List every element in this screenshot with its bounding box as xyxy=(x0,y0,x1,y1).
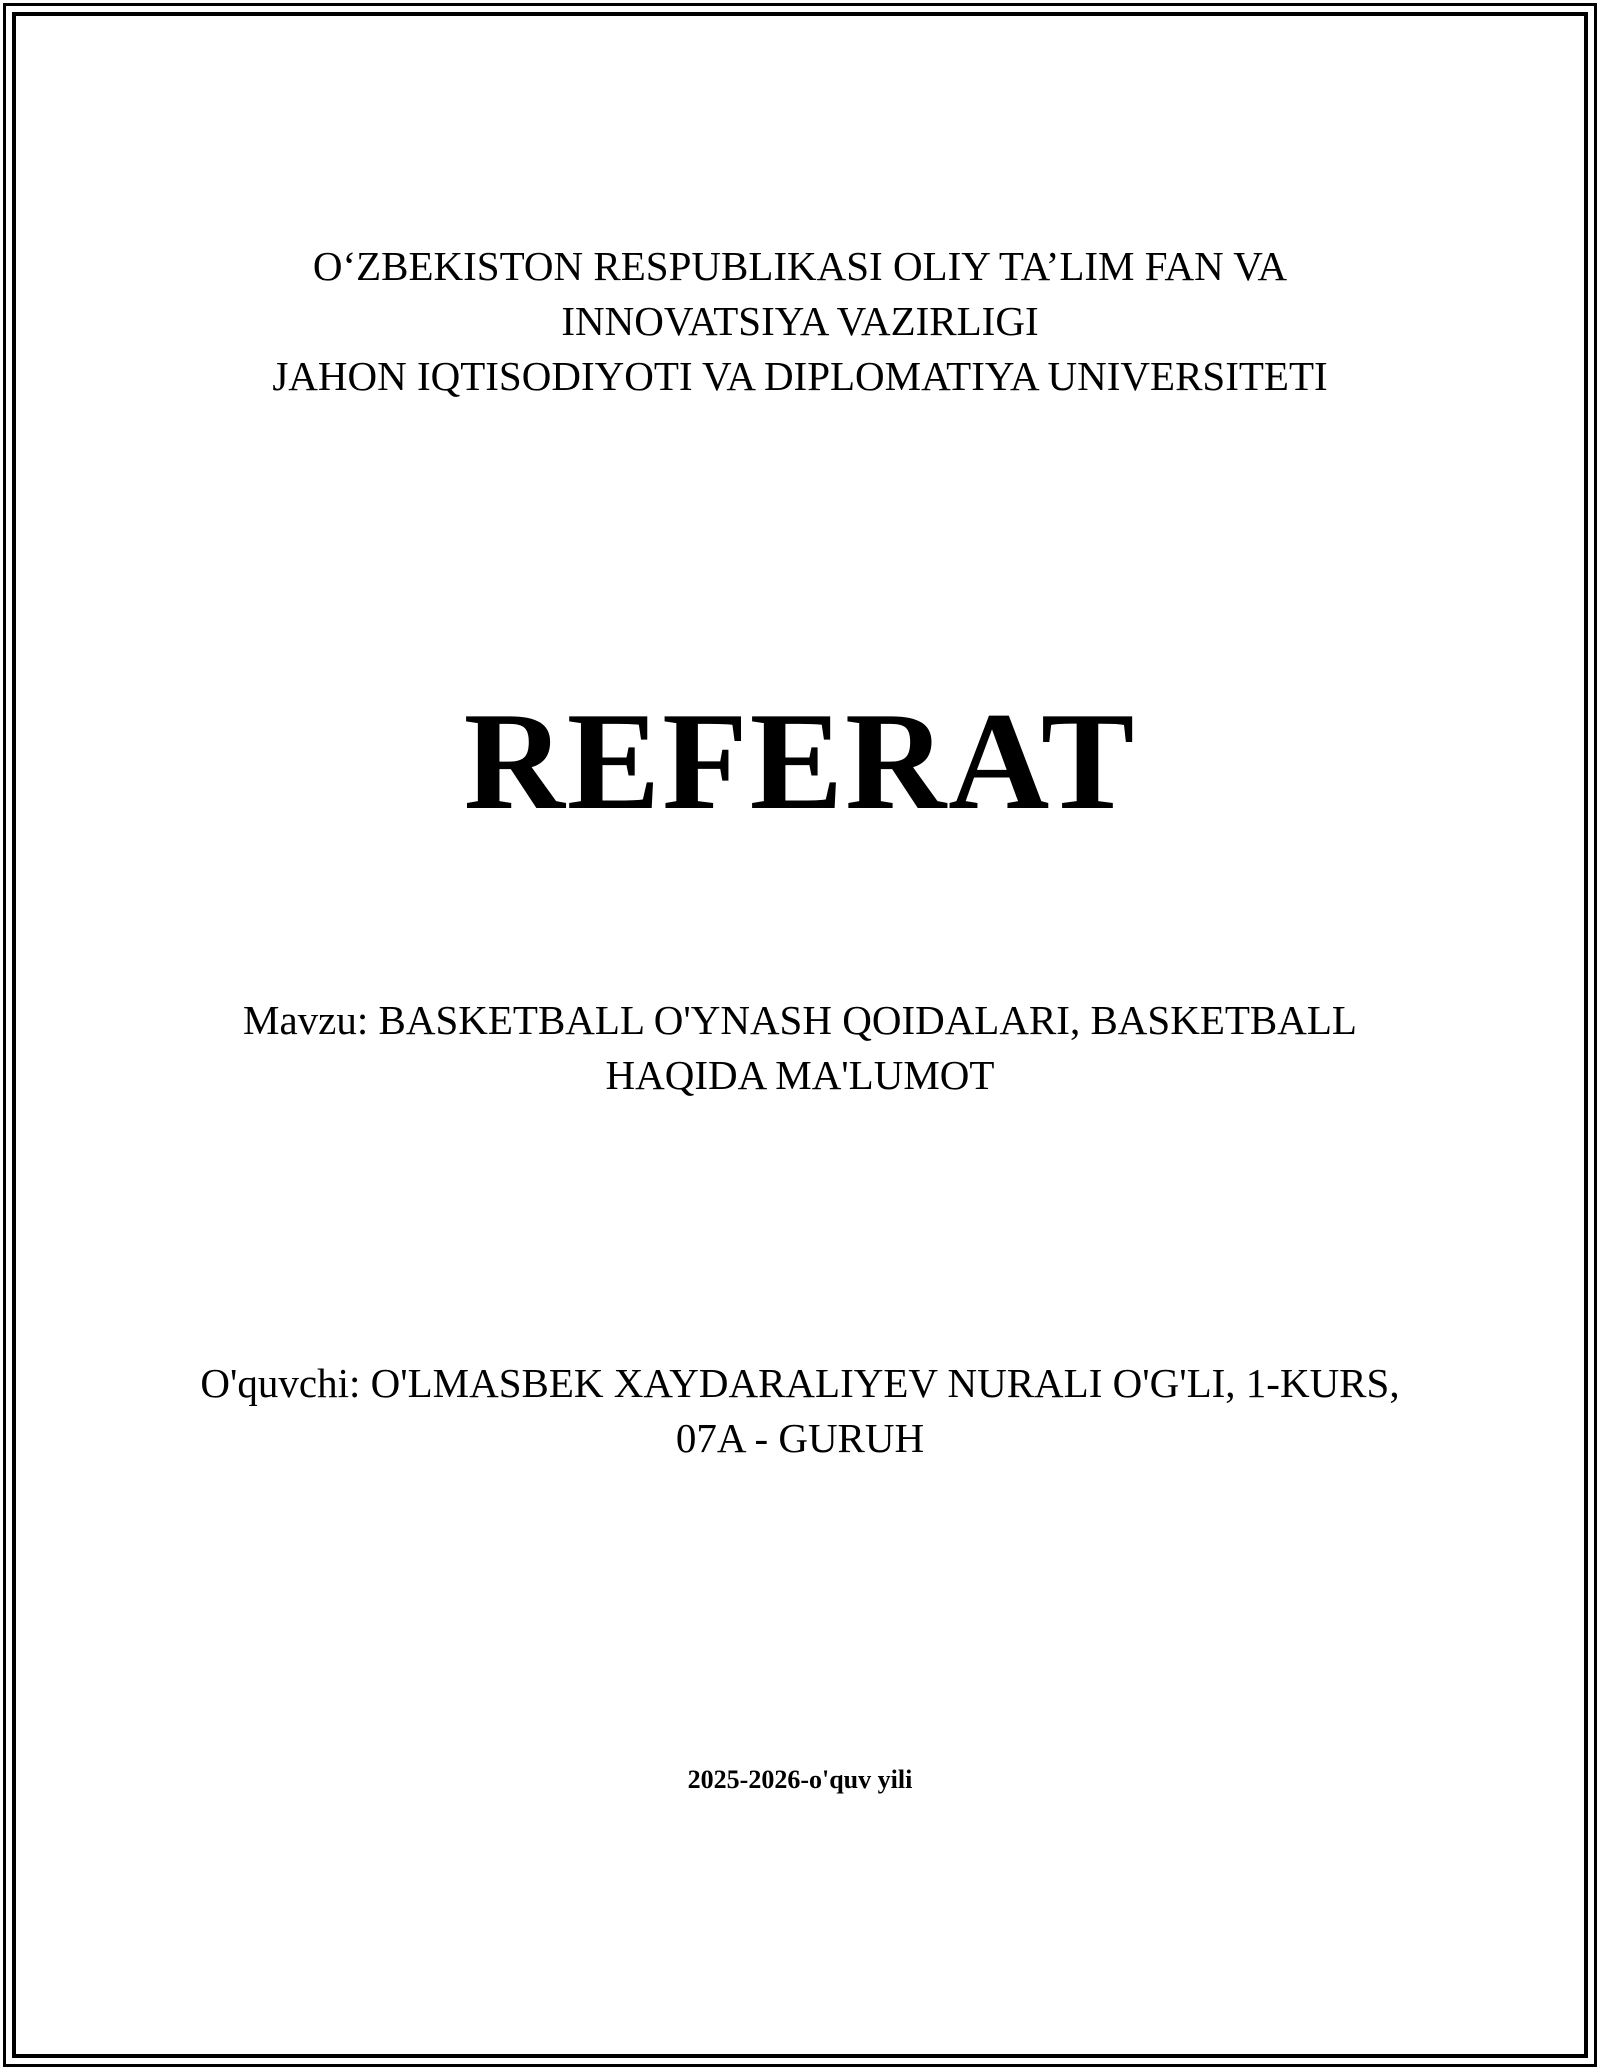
ministry-header-line-2: INNOVATSIYA VAZIRLIGI xyxy=(561,298,1039,344)
topic-line-2: HAQIDA MA'LUMOT xyxy=(605,1052,995,1098)
academic-year: 2025-2026-o'quv yili xyxy=(687,1765,913,1794)
student-line-2: 07A - GURUH xyxy=(675,1415,925,1461)
student-section xyxy=(0,1356,1600,1466)
university-name: JAHON IQTISODIYOTI VA DIPLOMATIYA UNIVERSITETI xyxy=(272,353,1328,399)
document-title: REFERAT xyxy=(463,684,1137,839)
ministry-header xyxy=(0,239,1600,404)
student-line-1: O'quvchi: O'LMASBEK XAYDARALIYEV NURALI O'G'LI, 1-KURS, xyxy=(200,1360,1400,1406)
ministry-header-line-1: OʻZBEKISTON RESPUBLIKASI OLIY TA’LIM FAN VA xyxy=(312,243,1288,289)
topic-line-1: Mavzu: BASKETBALL O'YNASH QOIDALARI, BASKETBALL xyxy=(243,997,1357,1043)
topic-section xyxy=(0,993,1600,1103)
